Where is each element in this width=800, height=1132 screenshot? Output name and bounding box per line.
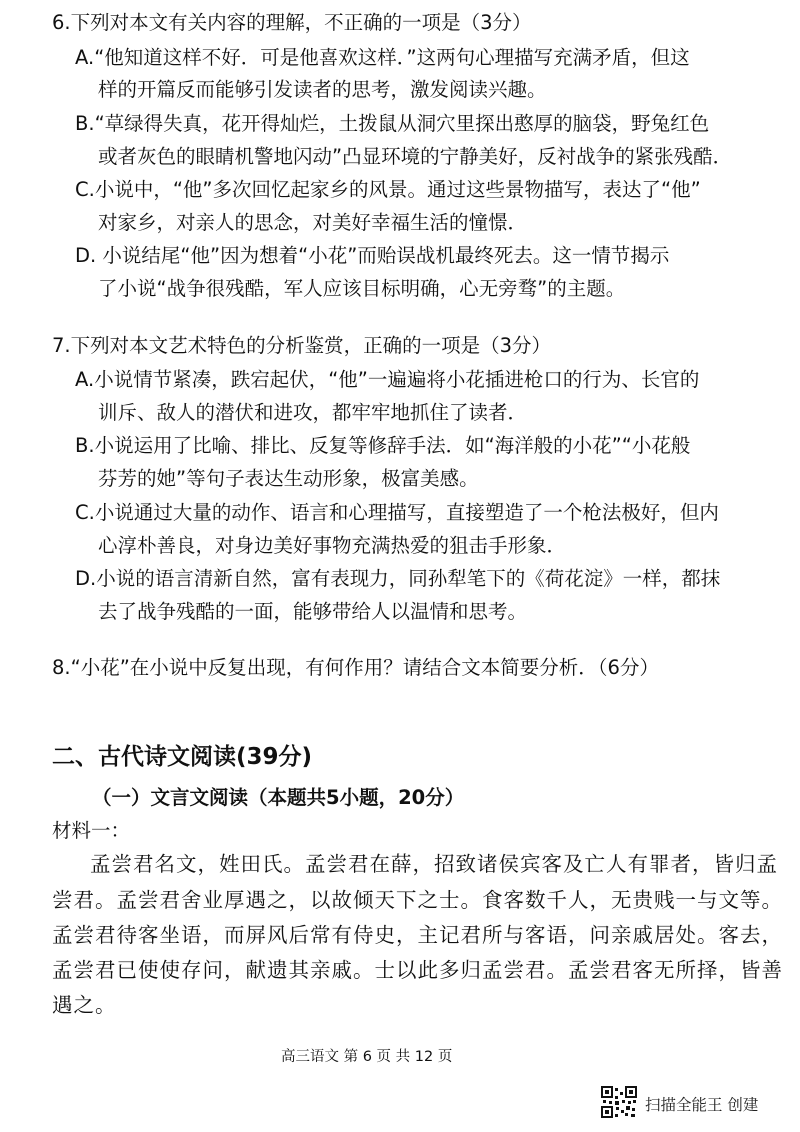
question-6-option-a-line-2: 样的开篇反而能够引发读者的思考，激发阅读兴趣。 [98,78,547,101]
question-6-option-c-line-2: 对家乡，对亲人的思念，对美好幸福生活的憧憬． [98,211,528,234]
section-heading: 二、古代诗文阅读(39分) [52,744,313,770]
question-6-option-b-line-1: B.“草绿得失真，花开得灿烂，土拨鼠从洞穴里探出憨厚的脑袋，野兔红色 [75,112,710,135]
question-7-option-c-line-2: 心淳朴善良，对身边美好事物充满热爱的狙击手形象． [98,534,567,557]
page-footer: 高三语文 第 6 页 共 12 页 [281,1049,453,1065]
question-7-stem: 7.下列对本文艺术特色的分析鉴赏，正确的一项是（3分） [52,334,552,357]
material-label: 材料一： [52,819,131,842]
question-6-option-c-line-1: C.小说中，“他”多次回忆起家乡的风景。通过这些景物描写，表达了“他” [75,178,701,201]
passage-line-2: 尝君。孟尝君舍业厚遇之，以故倾天下之士。食客数千人，无贵贱一与文等。 [52,888,783,912]
passage-line-5: 遇之。 [52,993,117,1017]
question-7-option-b-line-1: B.小说运用了比喻、排比、反复等修辞手法．如“海洋般的小花”“小花般 [75,434,691,457]
question-6-option-b-line-2: 或者灰色的眼睛机警地闪动”凸显环境的宁静美好，反衬战争的紧张残酷． [98,145,733,168]
passage-line-4: 孟尝君已使使存问，献遗其亲戚。士以此多归孟尝君。孟尝君客无所择，皆善 [52,958,783,982]
question-6-option-d-line-2: 了小说“战争很残酷，军人应该目标明确，心无旁骛”的主题。 [98,277,626,300]
subsection-heading: （一）文言文阅读（本题共5小题，20分） [92,786,465,809]
question-7-option-d-line-1: D.小说的语言清新自然，富有表现力，同孙犁笔下的《荷花淀》一样，都抹 [75,567,721,590]
question-7-option-c-line-1: C.小说通过大量的动作、语言和心理描写，直接塑造了一个枪法极好，但内 [75,501,719,524]
question-8-stem: 8.“小花”在小说中反复出现，有何作用？请结合文本简要分析．（6分） [52,656,659,679]
passage-line-3: 孟尝君待客坐语，而屏风后常有侍史，主记君所与客语，问亲戚居处。客去， [52,923,783,947]
qr-code-icon [601,1086,637,1122]
question-7-option-a-line-1: A.小说情节紧凑，跌宕起伏，“他”一遍遍将小花插进枪口的行为、长官的 [75,368,700,391]
question-6-stem: 6.下列对本文有关内容的理解，不正确的一项是（3分） [52,11,532,34]
passage-line-1: 孟尝君名文，姓田氏。孟尝君在薛，招致诸侯宾客及亡人有罪者，皆归孟 [90,852,778,876]
question-7-option-b-line-2: 芬芳的她”等句子表达生动形象，极富美感。 [98,467,479,490]
question-6-option-d-line-1: D. 小说结尾“他”因为想着“小花”而贻误战机最终死去。这一情节揭示 [75,244,670,267]
scanner-watermark-label: 扫描全能王 创建 [645,1096,759,1114]
question-6-option-a-line-1: A.“他知道这样不好．可是他喜欢这样．”这两句心理描写充满矛盾，但这 [75,46,690,69]
question-7-option-a-line-2: 训斥、敌人的潜伏和进攻，都牢牢地抓住了读者． [98,401,528,424]
question-7-option-d-line-2: 去了战争残酷的一面，能够带给人以温情和思考。 [98,600,528,623]
scanner-watermark [601,1086,758,1122]
